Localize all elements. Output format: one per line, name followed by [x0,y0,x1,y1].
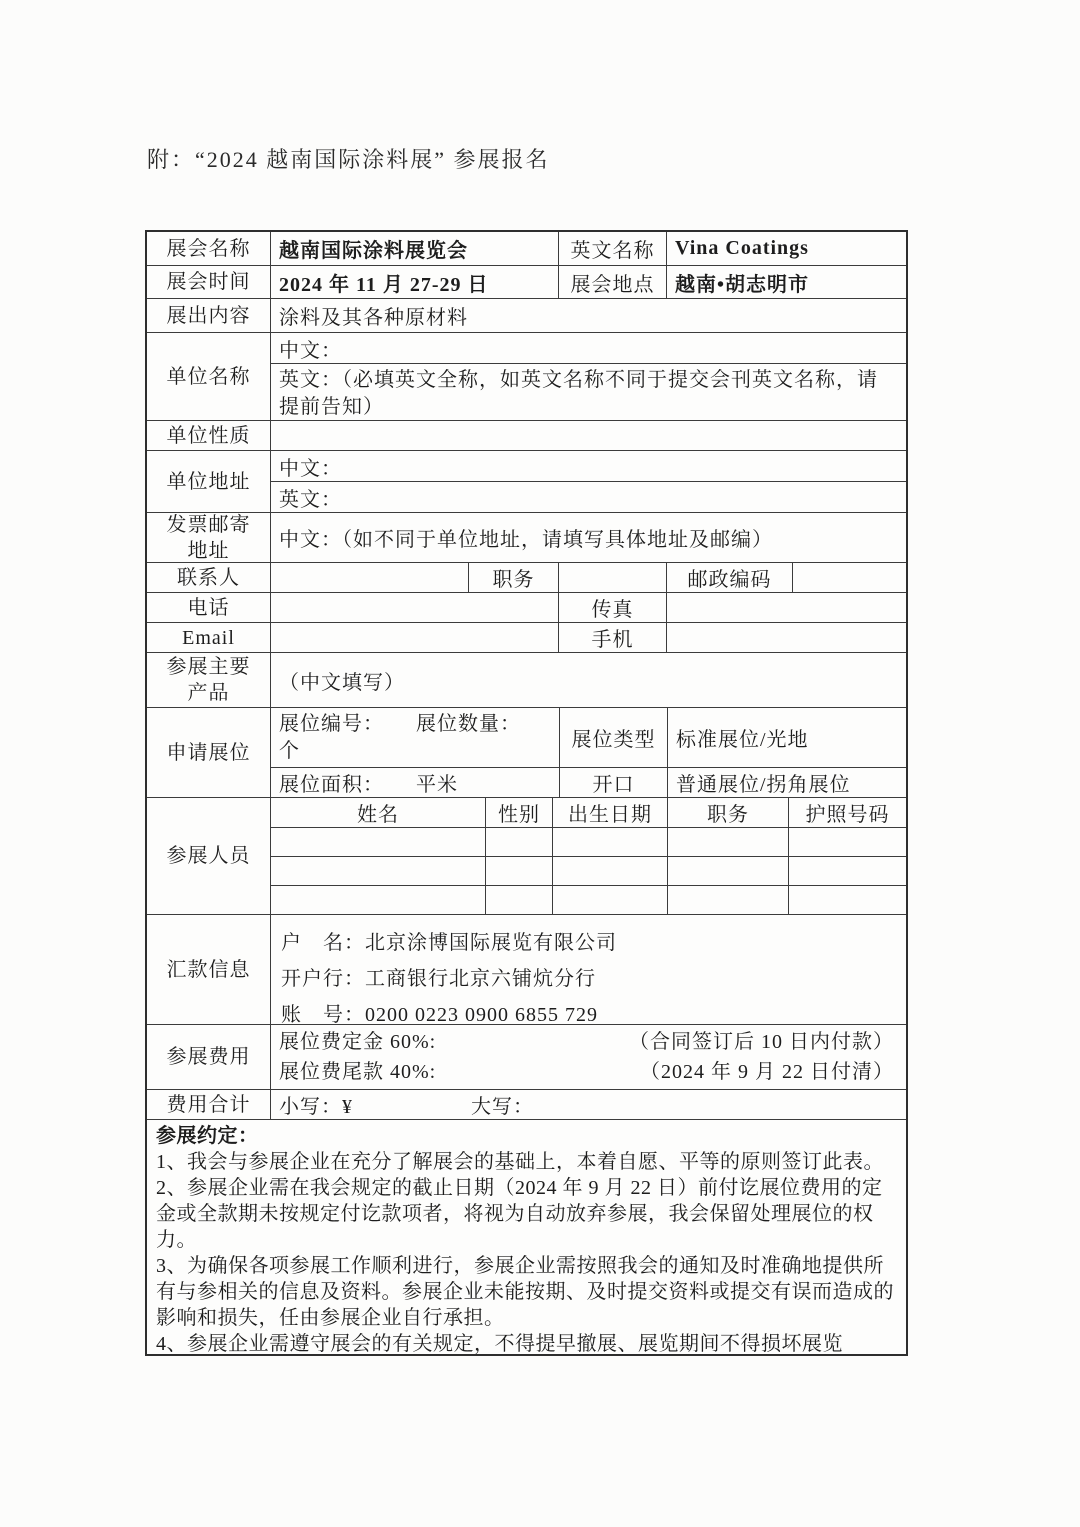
staff-cell [788,886,906,914]
booth-application-fields [270,708,906,797]
company-address-en-field: 英文： [279,488,342,511]
company-name-cn-row [271,333,906,363]
booth-open-value: 普通展位/拐角展位 [667,768,906,797]
agreement-item-4: 4、参展企业需遵守展会的有关规定，不得提早撤展、展览期间不得损坏展览 [156,1333,843,1354]
exhibit-content-value: 涂料及其各种原材料 [270,299,906,332]
fee-deposit-note: （合同签订后 10 日内付款） [629,1031,894,1053]
fee-label: 参展费用 [166,1046,251,1068]
fee-balance-line [271,1057,906,1087]
invoice-address-label [147,513,270,562]
total-field [270,1090,906,1119]
remittance-bank: 开户行：工商银行北京六铺炕分行 [281,968,596,990]
staff-cell [667,828,788,856]
company-name-en-field: 英文：（必填英文全称，如英文名称不同于提交会刊英文名称，请提前告知） [279,369,878,418]
staff-cell [485,886,552,914]
staff-table [270,798,906,914]
postcode-label: 邮政编码 [666,563,792,592]
fee-balance-label: 展位费尾款 40%: [279,1061,437,1083]
staff-row [271,856,906,885]
staff-header-birthdate: 出生日期 [552,798,667,827]
exhibition-time-value: 2024 年 11 月 27-29 日 [270,266,558,298]
main-products-field: （中文填写） [270,653,906,707]
fee-deposit-line [271,1027,906,1057]
staff-cell [485,857,552,885]
fee-deposit-label: 展位费定金 60%: [279,1031,437,1053]
email-field [270,623,558,652]
row-main-products [147,652,906,707]
row-company-name [147,332,906,420]
remittance-label: 汇款信息 [166,958,251,981]
company-address-cn-field: 中文： [279,457,342,480]
exhibition-place-label: 展会地点 [558,266,666,298]
total-label: 费用合计 [166,1093,251,1116]
staff-cell [271,828,485,856]
booth-type-value: 标准展位/光地 [667,708,906,767]
row-company-nature [147,420,906,450]
company-nature-field [270,421,906,450]
contact-person-field [270,563,468,592]
main-products-label-line2: 产品 [187,682,230,704]
main-products-label-line1: 参展主要 [166,656,251,678]
staff-cell [788,857,906,885]
row-fee [147,1024,906,1089]
invoice-address-label-line1: 发票邮寄 [166,513,251,536]
exhibit-content-label: 展出内容 [166,304,251,327]
main-products-label [147,653,270,707]
staff-row [271,885,906,914]
contact-person-label: 联系人 [177,566,240,589]
booth-number-line1: 展位编号： 展位数量： [279,713,521,735]
email-label: Email [182,626,235,649]
row-remittance [147,914,906,1024]
agreement-item-2: 2、参展企业需在我会规定的截止日期（2024 年 9 月 22 日）前付讫展位费用的定金或全款期未按规定付讫款项者，将视为自动放弃参展，我会保留处理展位的权力。 [156,1177,883,1251]
page-title: 附：“2024 越南国际涂料展” 参展报名 [147,147,550,172]
company-address-label: 单位地址 [166,470,251,493]
booth-number-field [271,708,559,767]
company-address-cn-row [271,451,906,481]
staff-header-row [271,798,906,827]
company-address-fields [270,451,906,512]
invoice-address-label-line2: 地址 [187,539,230,562]
row-exhibition-name [147,232,906,265]
invoice-address-field: 中文：（如不同于单位地址，请填写具体地址及邮编） [270,513,906,562]
agreement-item-3: 3、为确保各项参展工作顺利进行，参展企业需按照我会的通知及时准确地提供所有与参相关的信息及资料。参展企业未能按期、及时提交资料或提交有误而造成的影响和损失，任由参展企业自行承担。 [156,1255,894,1329]
fee-details [270,1025,906,1089]
exhibition-time-label: 展会时间 [166,271,251,293]
booth-number-line2: 个 [279,740,300,762]
exhibition-name-label: 展会名称 [166,237,251,260]
staff-cell [485,828,552,856]
agreement-title: 参展约定： [156,1125,259,1147]
postcode-field [792,563,906,592]
row-contact-person [147,562,906,592]
remittance-account-name: 户 名：北京涂博国际展览有限公司 [281,932,617,954]
row-exhibit-content [147,298,906,332]
staff-cell [667,857,788,885]
row-company-address [147,450,906,512]
row-total [147,1089,906,1119]
staff-cell [271,857,485,885]
company-name-en-row [271,363,906,420]
staff-cell [552,886,667,914]
registration-form-table [145,230,908,1356]
company-name-label: 单位名称 [166,365,251,388]
company-address-en-row [271,481,906,512]
booth-application-label: 申请展位 [166,741,251,764]
row-exhibition-time [147,265,906,298]
row-email [147,622,906,652]
staff-cell [667,886,788,914]
staff-header-gender: 性别 [485,798,552,827]
row-phone [147,592,906,622]
booth-area-field: 展位面积： 平米 [279,774,458,796]
company-name-fields [270,333,906,420]
staff-header-duty: 职务 [667,798,788,827]
staff-cell [552,828,667,856]
fax-field [666,593,906,622]
company-name-cn-field: 中文： [279,339,342,362]
staff-cell [271,886,485,914]
staff-cell [552,857,667,885]
booth-number-row [271,708,906,767]
english-name-value: Vina Coatings [666,232,906,265]
row-invoice-address [147,512,906,562]
duty-field [558,563,666,592]
english-name-label: 英文名称 [558,232,666,265]
row-booth-application [147,707,906,797]
agreement-item-1: 1、我会与参展企业在充分了解展会的基础上，本着自愿、平等的原则签订此表。 [156,1151,884,1173]
phone-label: 电话 [187,596,230,619]
remittance-account-number: 账 号：0200 0223 0900 6855 729 [281,1004,598,1024]
exhibition-place-value: 越南•胡志明市 [666,266,906,298]
fax-label: 传真 [558,593,666,622]
phone-field [270,593,558,622]
row-staff [147,797,906,914]
total-uppercase-label: 大写： [471,1096,534,1118]
agreement-section [147,1119,906,1354]
booth-open-label: 开口 [559,768,667,797]
company-nature-label: 单位性质 [166,424,251,447]
mobile-label: 手机 [558,623,666,652]
booth-type-label: 展位类型 [559,708,667,767]
total-lowercase-label: 小写：¥ [279,1096,353,1118]
mobile-field [666,623,906,652]
staff-cell [788,828,906,856]
duty-label: 职务 [468,563,558,592]
booth-area-row [271,767,906,797]
staff-header-name: 姓名 [357,804,399,826]
staff-row [271,827,906,856]
exhibition-name-value: 越南国际涂料展览会 [270,232,558,265]
remittance-info [270,915,906,1024]
staff-header-passport: 护照号码 [788,798,906,827]
fee-balance-note: （2024 年 9 月 22 日付清） [640,1061,894,1083]
staff-label: 参展人员 [166,845,251,867]
